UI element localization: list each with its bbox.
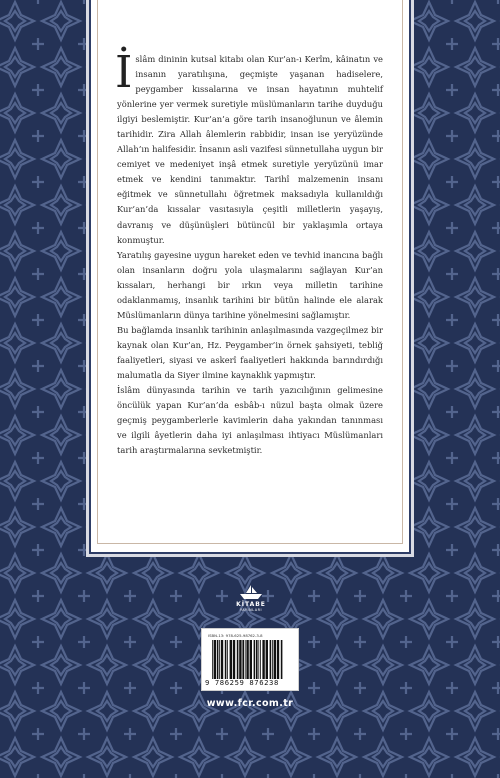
barcode-bar (221, 640, 223, 679)
blurb-paragraph-2: Yaratılış gayesine uygun hareket eden ve tevhid inancına bağlı olan insanların doğru yola ulaşmalarını sağlayan Kur’an kıssaları, herhangi bir ırkın veya milletin tarihine odaklanmamış, insanlık tarihini bir bütün halinde ele alarak Müslümanların dünya tarihine yönelmesini sağlamıştır. (117, 249, 383, 320)
blurb-text (115, 47, 383, 458)
barcode-bar (266, 640, 268, 679)
barcode-bar (227, 640, 228, 679)
barcode-bar (254, 640, 256, 679)
barcode-bar (270, 640, 272, 679)
barcode-bar (272, 640, 273, 679)
barcode-bar (219, 640, 220, 679)
blurb-paragraph-3: Bu bağlamda insanlık tarihinin anlaşılmasında vazgeçilmez bir kaynak olan Kur’an, Hz. Peygamber’in örnek şahsiyeti, tebliğ faaliyetleri, siyasi ve askerî faaliyetleri hakkında barındırdığı malumatla da Siyer ilmine kaynaklık yapmıştır. (117, 324, 383, 380)
text-panel (91, 0, 409, 552)
barcode-bar (281, 640, 283, 679)
barcode-bar (246, 640, 248, 679)
blurb-paragraph-1: İslâm dininin kutsal kitabı olan Kur’an-ı Kerîm, kâinatın ve insanın yaratılışına, geçmişte yaşanan hadiselere, peygamber kıssalarına ve insan hayatının muhtelif yönlerine yer vermek suretiyle müslümanların tarihe duyduğu ilgiyi beslemiştir. Kur’an’a göre tarih insanoğlunun ve âlemin tarihidir. Zira Allah âlemlerin rabbidir, insan ise yeryüzünde Allah’ın halifesidir. İnsanın asli vazifesi sünnetullaha uygun bir cemiyet ve medeniyet inşâ etmek suretiyle yeryüzünü imar etmek ve kendini tanımaktır. Tarihî malzemenin insanı eğitmek ve sünnetullahı öğretmek maksadıyla kullanıldığı Kur’an’da kıssalar vasıtasıyla çeşitli milletlerin yaşayış, davranış ve düşünüşleri bütüncül bir yaklaşımla ortaya konmuştur. (115, 47, 383, 245)
barcode-bar (214, 640, 216, 679)
ship-icon (238, 584, 264, 600)
barcode-bar (250, 640, 252, 679)
drop-cap: İ (115, 47, 133, 98)
barcode-bar (217, 640, 219, 679)
barcode-bar (277, 640, 279, 679)
barcode-bar (230, 640, 232, 679)
barcode-bar (274, 640, 276, 679)
barcode-bar (233, 640, 235, 679)
barcode-number: 9 786259 876238 (205, 678, 279, 687)
publisher-logo (225, 584, 277, 620)
barcode-bar (258, 640, 259, 679)
publisher-name: KİTABE (236, 601, 266, 608)
barcode-bar (256, 640, 258, 679)
blurb-paragraph-4: İslâm dünyasında tarihin ve tarih yazıcılığının gelimesine öncülük yapan Kur’an’da esbâb-ı nüzul başta olmak üzere geçmiş peygamberlerle kavimlerin daha yakından tanınması ve ilgili âyetlerin daha iyi anlaşılması ihtiyacı Müslümanları tarih araştırmalarına sevketmiştir. (117, 385, 383, 456)
barcode-bar (239, 640, 241, 679)
barcode-bars (211, 640, 293, 679)
website-url: www.fcr.com.tr (206, 698, 294, 709)
barcode-bar (245, 640, 246, 679)
barcode-bar (225, 640, 227, 679)
barcode-bar (242, 640, 244, 679)
barcode-bar (237, 640, 239, 679)
barcode-bar (260, 640, 261, 679)
publisher-sub: YAYINLARI (239, 608, 263, 612)
barcode-bar (212, 640, 213, 679)
barcode-bar (262, 640, 264, 679)
isbn-label: ISBN-13: 978-625-98762-3-8 (208, 633, 263, 638)
barcode (201, 628, 299, 691)
